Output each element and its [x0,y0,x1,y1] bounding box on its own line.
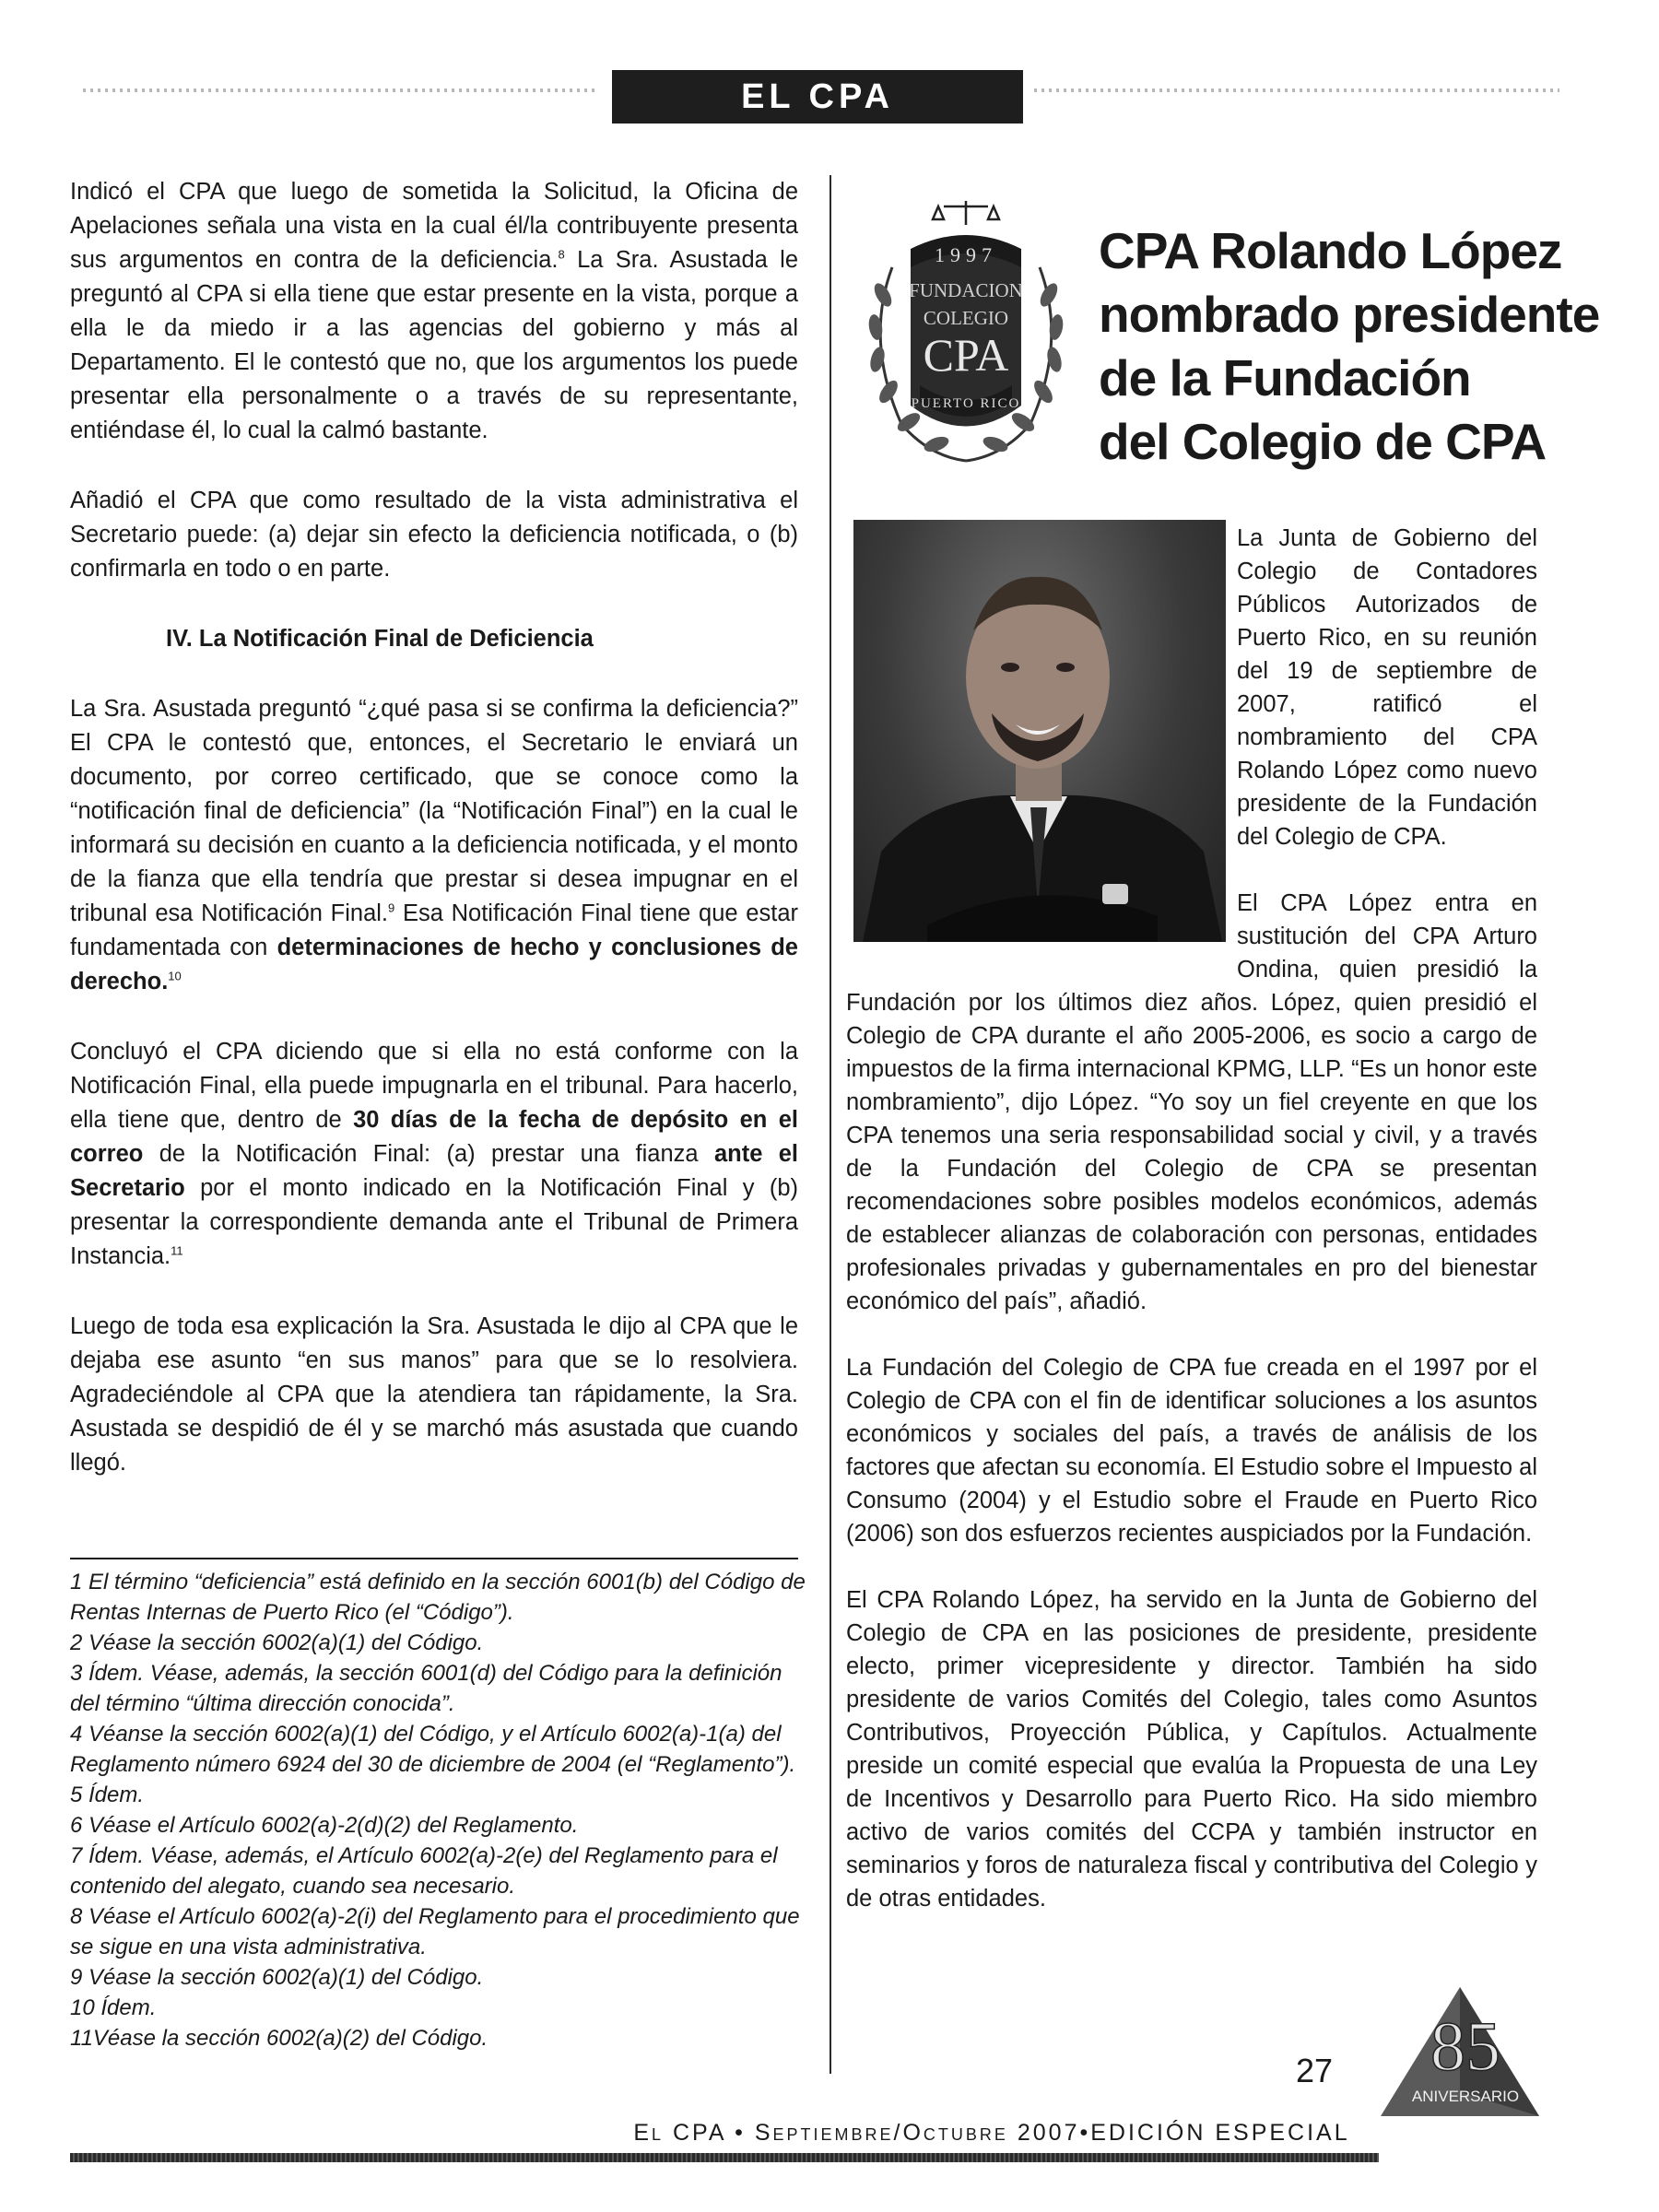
logo-line-2: COLEGIO [923,307,1009,329]
footnote: 3 Ídem. Véase, además, la sección 6001(d) del Código para la definición del término “última dirección conocida”. [70,1661,782,1716]
foundation-logo [855,194,1077,470]
footnote: 5 Ídem. [70,1783,145,1807]
left-paragraph-3-bold: determinaciones de hecho y conclusiones de derecho. [70,935,798,994]
section-heading: IV. La Notificación Final de Deficiencia [166,626,594,652]
left-paragraph-4-bold-2: ante el Secretario [70,1141,798,1201]
header-rule-right [1034,88,1559,92]
left-paragraph-1-text: Indicó el CPA que luego de sometida la Solicitud, la Oficina de Apelaciones señala una vista en la cual él/la contribuyente presenta sus argumentos en contra de la deficiencia. [70,179,798,273]
article-paragraph-4: El CPA Rolando López, ha servido en la Junta de Gobierno del Colegio de CPA en las posiciones de presidente, presidente electo, primer vicepresidente y director. También ha sido presidente de varios Comités del Colegio, tales como Asuntos Contributivos, Proyección Pública, y Capítulos. Actualmente preside un comité especial que evalúa la Propuesta de una Ley de Incentivos y Desarrollo para Puerto Rico. Ha sido miembro activo de varios comités del CCPA y también instructor en seminarios y foros de naturaleza fiscal y contributiva del Colegio y de otras entidades. [846,1587,1537,1912]
footnote: 6 Véase el Artículo 6002(a)-2(d)(2) del Reglamento. [70,1813,579,1838]
left-column [70,175,798,1516]
left-paragraph-4 [70,1035,798,1274]
header-rule-left [83,88,599,92]
footnote: 10 Ídem. [70,1995,157,2020]
left-paragraph-1-continued: La Sra. Asustada le preguntó al CPA si ella tiene que estar presente en la vista, porque a ella le da miedo ir a las agencias del gobierno y más al Departamento. El le contestó que no, que los argumentos los puede presentar ella personalmente o a través de su representante, entiéndase él, lo cual la calmó bastante. [70,247,799,443]
headline-line: nombrado presidente [1099,286,1600,343]
left-paragraph-2: Añadió el CPA que como resultado de la vista administrativa el Secretario puede: (a) dejar sin efecto la deficiencia notificada, o (b) confirmarla en todo o en parte. [70,488,798,582]
section-header-title: EL CPA [741,76,894,116]
page-number: 27 [1296,2052,1334,2089]
logo-year: 1997 [935,243,997,266]
left-paragraph-1 [70,175,798,448]
footnotes [70,1567,807,2053]
left-paragraph-3-text: La Sra. Asustada preguntó “¿qué pasa si se confirma la deficiencia?” El CPA le contestó que, entonces, el Secretario le enviará un documento, por correo certificado, que se conoce como la “notificación final de deficiencia” (la “Notificación Final”) en la cual le informará su decisión en cuanto a la deficiencia notificada, y el monto de la fianza que ella tendría que prestar si desea impugnar en el tribunal esa Notificación Final. [70,696,798,926]
logo-line-1: FUNDACION [909,279,1023,301]
footnote: 2 Véase la sección 6002(a)(1) del Código. [70,1630,484,1655]
article-paragraph-2: El CPA López entra en sustitución del CPA Arturo Ondina, quien presidió la Fundación por los últimos diez años. López, quien presidió el Colegio de CPA durante el año 2005-2006, es socio a cargo de impuestos de la firma internacional KPMG, LLP. “Es un honor este nombramiento”, dijo López. “Yo soy un fiel creyente en que los CPA tenemos una seria responsabilidad social y civil, y a través de la Fundación del Colegio de CPA se presentan recomendaciones sobre posibles modelos económicos, además de establecer alianzas de colaboración con personas, entidades profesionales privadas y gubernamentales en pro del bienestar económico del país”, añadió. [846,890,1537,1314]
article-paragraph-3: La Fundación del Colegio de CPA fue creada en el 1997 por el Colegio de CPA con el fin de identificar soluciones a los asuntos económicos y sociales del país, a través de análisis de los factores que afectan su economía. El Estudio sobre el Impuesto al Consumo (2004) y el Estudio sobre el Fraude en Puerto Rico (2006) son dos esfuerzos recientes auspiciados por la Fundación. [846,1355,1537,1547]
left-paragraph-5: Luego de toda esa explicación la Sra. Asustada le dijo al CPA que le dejaba ese asunto “en sus manos” para que se lo resolviera. Agradeciéndole al CPA que la atendiera tan rápidamente, la Sra. Asustada se despidió de él y se marchó más asustada que cuando llegó. [70,1313,798,1476]
left-paragraph-3 [70,692,798,999]
footnote: 11Véase la sección 6002(a)(2) del Código. [70,2026,488,2051]
left-paragraph-4-continued: de la Notificación Final: (a) prestar una fianza [159,1141,699,1167]
footnote: 1 El término “deficiencia” está definido en la sección 6001(b) del Código de Rentas Internas de Puerto Rico (el “Código”). [70,1570,806,1625]
badge-text: ANIVERSARIO [1411,2088,1520,2105]
logo-banner: PUERTO RICO [911,396,1021,411]
left-paragraph-4-end: por el monto indicado en la Notificación Final y (b) presentar la correspondiente demanda ante el Tribunal de Primera Instancia. [70,1175,798,1269]
section-header [612,70,1023,124]
footnote: 4 Véanse la sección 6002(a)(1) del Código, y el Artículo 6002(a)-1(a) del Reglamento número 6924 del 30 de diciembre de 2004 (el “Reglamento”). [70,1722,796,1777]
footnote: 7 Ídem. Véase, además, el Artículo 6002(a)-2(e) del Reglamento para el contenido del alegato, cuando sea necesario. [70,1843,778,1899]
headline-line: CPA Rolando López [1099,222,1562,279]
headline-line: de la Fundación [1099,349,1471,406]
footnote: 9 Véase la sección 6002(a)(1) del Código. [70,1965,484,1990]
footnote-ref-8: 8 [558,247,565,262]
publication-footer: El CPA • Septiembre/Octubre 2007•EDICIÓN ESPECIAL [633,2120,1350,2146]
badge-number: 85 [1430,2008,1500,2086]
photo-wrap-spacer [846,522,1237,970]
footnote-ref-10: 10 [168,969,182,983]
left-paragraph-4-text: Concluyó el CPA diciendo que si ella no está conforme con la Notificación Final, ella puede impugnarla en el tribunal. Para hacerlo, ella tiene que, dentro de [70,1039,798,1133]
footer-rule [70,2153,1379,2162]
article-paragraph-1: La Junta de Gobierno del Colegio de Contadores Públicos Autorizados de Puerto Rico, en su reunión del 19 de septiembre de 2007, ratificó el nombramiento del CPA Rolando López como nuevo presidente de la Fundación del Colegio de CPA. [1237,525,1537,850]
article-headline [1099,219,1600,474]
footnote-divider [70,1558,798,1559]
footnote-ref-11: 11 [171,1243,183,1258]
left-paragraph-4-bold-1: 30 días de la fecha de depósito en el correo [70,1107,798,1167]
footnote: 8 Véase el Artículo 6002(a)-2(i) del Reglamento para el procedimiento que se sigue en una vista administrativa. [70,1904,800,1959]
scales-of-justice-icon [933,201,999,225]
headline-line: del Colegio de CPA [1099,413,1547,470]
column-divider [830,175,831,2074]
left-paragraph-3-continued: Esa Notificación Final tiene que estar fundamentada con [70,900,798,960]
right-column [846,522,1537,1948]
logo-line-3: CPA [923,329,1009,381]
footnote-ref-9: 9 [388,900,395,915]
anniversary-badge [1377,1982,1543,2120]
